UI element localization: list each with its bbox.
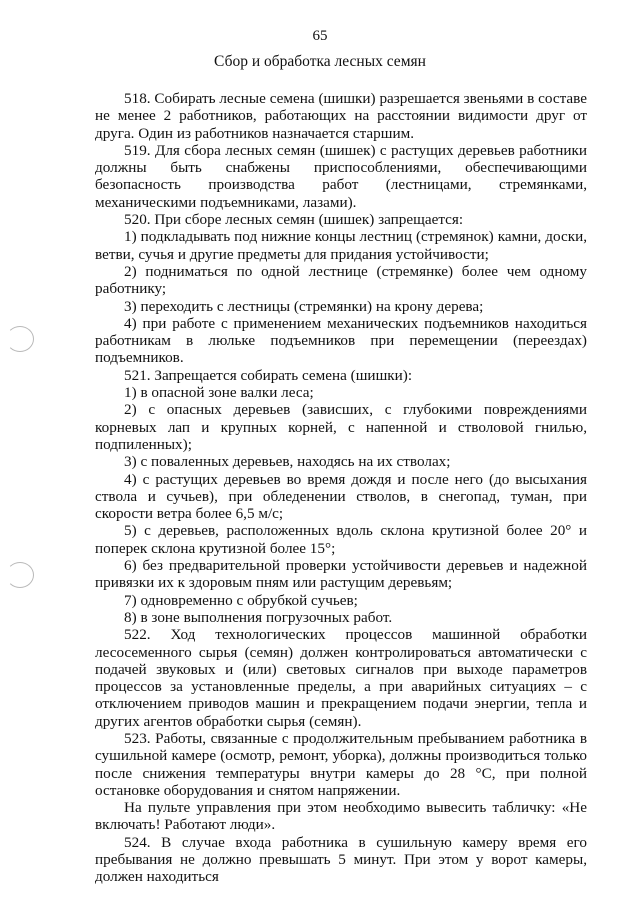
punch-hole-mark	[6, 562, 34, 588]
list-item: 4) с растущих деревьев во время дождя и после него (до высыхания ствола и сучьев), при обледенении стволов, в снегопад, туман, при скорости ветра более 6,5 м/с;	[95, 470, 587, 523]
paragraph-520: 520. При сборе лесных семян (шишек) запрещается:	[124, 211, 464, 229]
punch-hole-mark	[6, 326, 34, 352]
list-item: 3) с поваленных деревьев, находясь на их стволах;	[124, 453, 451, 471]
list-item: 6) без предварительной проверки устойчивости деревьев и надежной привязки их к здоровым пням или растущим деревьям;	[95, 557, 587, 592]
list-item: 1) в опасной зоне валки леса;	[124, 384, 314, 402]
list-item: 7) одновременно с обрубкой сучьев;	[124, 591, 358, 609]
paragraph-522: 522. Ход технологических процессов машинной обработки лесосеменного сырья (семян) должен контролироваться автоматически с подачей звуковых и (или) световых сигналов при выходе параметров процессов за установленные пределы, а при аварийных ситуациях – с отключением приводов машин и прекращением подачи энергии, тепла и других агентов обработки сырья (семян).	[95, 626, 587, 730]
list-item: 1) подкладывать под нижние концы лестниц (стремянок) камни, доски, ветви, сучья и другие предметы для придания устойчивости;	[95, 228, 587, 263]
page-number: 65	[312, 28, 328, 44]
paragraph-523: 523. Работы, связанные с продолжительным пребыванием работника в сушильной камере (осмотр, ремонт, уборка), должны производиться только после снижения температуры внутри камеры до 28 °С, при полной остановке оборудования и снятом напряжении.	[95, 729, 587, 799]
list-item: 2) с опасных деревьев (зависших, с глубокими повреждениями корневых лап и крупных корней, с напенной и стволовой гнилью, подпиленных);	[95, 401, 587, 453]
list-item: 4) при работе с применением механических подъемников находиться работникам в люльке подъемников при перемещении (переездах) подъемников.	[95, 314, 587, 367]
body-text	[95, 90, 587, 886]
list-item: 5) с деревьев, расположенных вдоль склона крутизной более 20° и поперек склона крутизной более 15°;	[95, 522, 587, 557]
paragraph-sign-notice: На пульте управления при этом необходимо вывесить табличку: «Не включать! Работают люди».	[95, 799, 587, 834]
paragraph-521: 521. Запрещается собирать семена (шишки):	[124, 366, 413, 384]
list-item: 8) в зоне выполнения погрузочных работ.	[124, 608, 393, 626]
section-title: Сбор и обработка лесных семян	[214, 53, 426, 70]
paragraph-519: 519. Для сбора лесных семян (шишек) с растущих деревьев работники должны быть снабжены приспособлениями, обеспечивающими безопасность производства работ (лестницами, стремянками, механическими подъемниками, лазами).	[95, 141, 587, 211]
paragraph-518: 518. Собирать лесные семена (шишки) разрешается звеньями в составе не менее 2 работников, работающих на расстоянии видимости друг от друга. Один из работников назначается старшим.	[95, 90, 587, 142]
list-item: 3) переходить с лестницы (стремянки) на крону дерева;	[124, 297, 484, 315]
list-item: 2) подниматься по одной лестнице (стремянке) более чем одному работнику;	[95, 262, 587, 298]
paragraph-524: 524. В случае входа работника в сушильную камеру время его пребывания не должно превышать 5 минут. При этом у ворот камеры, должен находиться	[95, 833, 587, 886]
